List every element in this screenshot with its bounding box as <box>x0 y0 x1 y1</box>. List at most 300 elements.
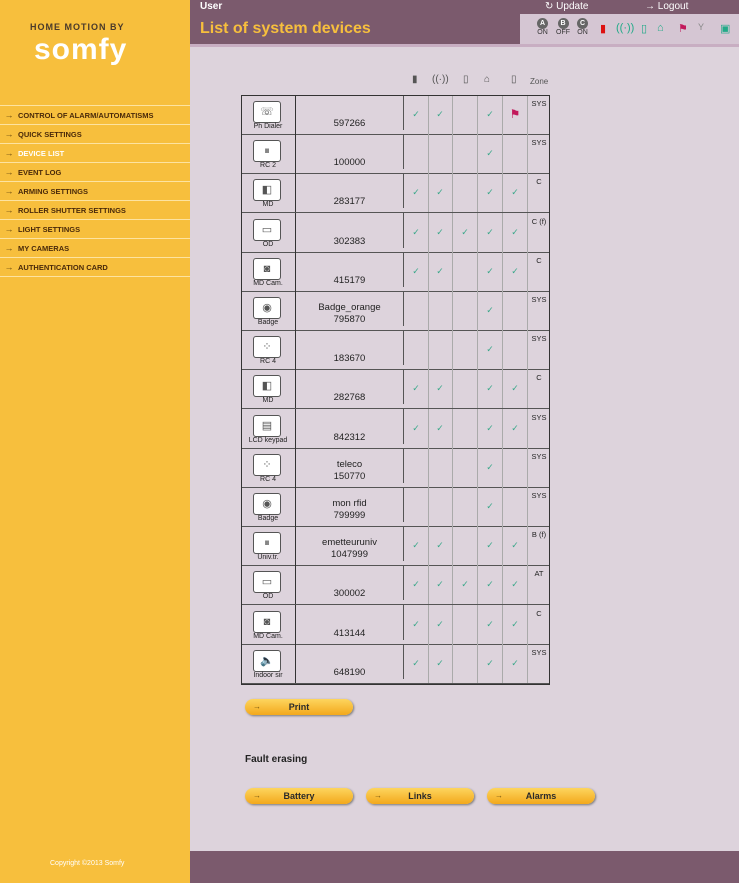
check-icon: ✓ <box>511 383 519 394</box>
device-label: emetteuruniv <box>322 537 377 549</box>
status-bar <box>520 14 739 47</box>
status-cell <box>453 252 478 291</box>
device-type-cell <box>241 291 296 330</box>
status-cell <box>428 487 453 526</box>
device-type-cell <box>241 369 296 408</box>
status-cell <box>428 369 453 408</box>
device-label: teleco <box>336 458 363 470</box>
check-icon: ✓ <box>511 618 519 629</box>
menu-item-label: MY CAMERAS <box>18 243 70 253</box>
tamper-icon: ▯ <box>641 23 648 35</box>
radio-column-icon: ((·)) <box>432 74 449 85</box>
check-icon: ✓ <box>412 226 420 237</box>
status-cell <box>478 565 503 604</box>
device-icon: ⁘ <box>253 336 281 358</box>
device-type: Badge <box>257 515 279 522</box>
device-label: Badge_orange <box>318 302 381 313</box>
menu-item-label: QUICK SETTINGS <box>18 129 82 139</box>
status-cell <box>453 448 478 487</box>
device-name-cell <box>296 330 404 365</box>
status-cell <box>453 291 478 330</box>
device-type-cell <box>241 487 296 526</box>
zone-a-state: ON <box>537 29 548 36</box>
zone-cell: B (f) <box>531 530 547 540</box>
device-type: MD Cam. <box>253 632 283 640</box>
device-name-cell <box>296 291 404 326</box>
device-row[interactable] <box>241 644 550 684</box>
menu-item-7[interactable] <box>0 239 190 258</box>
status-cell <box>478 173 503 212</box>
device-row[interactable] <box>241 252 550 292</box>
device-type: LCD keypad <box>248 436 288 444</box>
status-cell <box>453 565 478 604</box>
status-cell <box>428 448 453 487</box>
device-type: Indoor sir <box>253 671 283 679</box>
status-cell <box>453 213 478 252</box>
device-type-cell <box>241 213 296 252</box>
status-cell <box>503 487 528 526</box>
device-type: RC 4 <box>260 475 276 483</box>
device-name-cell <box>296 487 404 522</box>
check-icon: ✓ <box>511 540 519 551</box>
zone-cell: SYS <box>531 647 547 657</box>
check-icon: ✓ <box>486 579 494 590</box>
status-cell <box>404 605 429 644</box>
device-type-cell <box>241 448 296 487</box>
check-icon: ✓ <box>486 657 494 668</box>
menu-item-label: AUTHENTICATION CARD <box>18 262 108 272</box>
device-icon: 🔈 <box>253 650 281 672</box>
device-type-cell <box>241 134 296 173</box>
device-type-cell <box>241 526 296 565</box>
menu-item-3[interactable] <box>0 163 190 182</box>
status-cell <box>503 173 528 212</box>
check-icon: ✓ <box>511 187 519 198</box>
device-icon: ▭ <box>253 571 281 593</box>
flag-icon: ⚑ <box>678 23 688 35</box>
status-cell <box>503 565 528 604</box>
status-cell <box>478 134 503 173</box>
device-icon: ◉ <box>253 297 281 319</box>
status-cell <box>478 644 503 683</box>
page-title: List of system devices <box>200 20 371 37</box>
battery-column-icon: ▮ <box>412 74 418 85</box>
footer-bar <box>190 851 739 883</box>
arrow-icon: → <box>4 224 14 234</box>
print-button[interactable]: → Print <box>245 699 353 715</box>
device-id: 413144 <box>333 627 366 639</box>
menu-item-8[interactable] <box>0 258 190 277</box>
status-cell <box>404 134 429 173</box>
device-type: MD Cam. <box>253 279 283 287</box>
alarms-button[interactable]: → Alarms <box>487 788 595 804</box>
zone-cell: C (f) <box>531 216 547 226</box>
check-icon: ✓ <box>486 187 494 198</box>
check-icon: ✓ <box>486 344 494 355</box>
device-id: 283177 <box>333 196 366 208</box>
status-cell <box>428 409 453 448</box>
status-cell <box>428 213 453 252</box>
check-icon: ✓ <box>412 657 420 668</box>
device-id: 842312 <box>333 431 366 443</box>
check-icon: ✓ <box>412 383 420 394</box>
status-cell <box>503 134 528 173</box>
keypad-icon: ▣ <box>720 23 731 35</box>
zone-cell: SYS <box>531 412 547 422</box>
check-icon: ✓ <box>436 109 444 119</box>
status-cell <box>404 448 429 487</box>
device-icon: ◧ <box>253 375 281 397</box>
status-cell <box>478 330 503 369</box>
status-cell <box>478 487 503 526</box>
status-cell <box>453 409 478 448</box>
device-type-cell <box>241 644 296 683</box>
zone-cell: SYS <box>531 295 547 304</box>
status-cell <box>428 291 453 330</box>
check-icon: ✓ <box>461 226 469 237</box>
status-cell <box>428 644 453 683</box>
zone-c-letter: C <box>577 18 588 29</box>
menu-item-label: EVENT LOG <box>18 167 62 177</box>
menu-item-label: ROLLER SHUTTER SETTINGS <box>18 205 126 215</box>
check-icon: ✓ <box>486 422 494 433</box>
menu-item-0[interactable] <box>0 105 190 125</box>
zone-cell: C <box>536 255 542 265</box>
menu-item-6[interactable] <box>0 220 190 239</box>
check-icon: ✓ <box>511 226 519 237</box>
update-link[interactable]: ↻ Update <box>545 1 589 12</box>
menu-item-label: DEVICE LIST <box>18 148 65 158</box>
check-icon: ✓ <box>412 187 420 198</box>
status-cell <box>428 95 453 134</box>
device-type: RC 4 <box>260 358 276 366</box>
status-cell <box>503 95 528 134</box>
battery-icon: ▮ <box>600 23 607 35</box>
device-name-cell <box>296 173 404 208</box>
logout-link[interactable]: → Logout <box>645 1 689 12</box>
links-label: Links <box>408 791 432 801</box>
status-cell <box>404 213 429 252</box>
device-id: 302383 <box>333 235 366 247</box>
alarms-label: Alarms <box>525 791 557 801</box>
device-icon: ⏸ <box>253 532 281 554</box>
status-cell <box>478 526 503 565</box>
menu-item-4[interactable] <box>0 182 190 201</box>
arrow-icon: → <box>4 110 14 120</box>
update-label: Update <box>556 1 589 12</box>
battery-button[interactable]: → Battery <box>245 788 353 804</box>
device-icon: ▤ <box>253 415 281 437</box>
device-name-cell <box>296 134 404 169</box>
check-icon: ✓ <box>511 579 519 590</box>
status-cell <box>404 526 429 565</box>
device-row[interactable] <box>241 487 550 527</box>
device-type: Badge <box>257 319 279 326</box>
check-icon: ✓ <box>486 305 494 315</box>
status-cell <box>404 644 429 683</box>
status-cell <box>478 95 503 134</box>
arrow-icon: → <box>4 129 14 139</box>
device-row[interactable] <box>241 565 550 605</box>
device-icon: ◙ <box>253 611 281 633</box>
status-cell <box>503 213 528 252</box>
brand-tagline: HOME MOTION BY <box>30 22 125 32</box>
status-cell <box>453 526 478 565</box>
zone-cell: SYS <box>531 334 547 344</box>
device-label: mon rfid <box>332 498 367 509</box>
device-icon: ⁘ <box>253 454 281 476</box>
status-cell <box>453 644 478 683</box>
device-icon: ☏ <box>253 101 281 123</box>
device-row[interactable] <box>241 95 550 135</box>
device-name-cell <box>296 409 404 444</box>
zone-cell: SYS <box>531 451 547 461</box>
status-cell <box>404 369 429 408</box>
device-name-cell <box>296 644 404 679</box>
status-cell <box>503 448 528 487</box>
check-icon: ✓ <box>486 501 494 511</box>
status-cell <box>404 409 429 448</box>
device-row[interactable] <box>241 369 550 409</box>
arrow-icon: → <box>4 186 14 196</box>
device-row[interactable] <box>241 409 550 449</box>
zone-b-status <box>556 18 570 36</box>
status-cell <box>478 448 503 487</box>
check-icon: ✓ <box>511 657 519 668</box>
device-type-cell <box>241 95 296 134</box>
check-icon: ✓ <box>486 109 494 119</box>
device-row[interactable] <box>241 134 550 174</box>
device-row[interactable] <box>241 526 550 566</box>
zone-b-state: OFF <box>556 29 570 36</box>
tamper-column-icon: ▯ <box>463 74 469 85</box>
status-cell <box>478 409 503 448</box>
status-cell <box>428 330 453 369</box>
device-type: Ph Dialer <box>253 123 283 130</box>
check-icon: ✓ <box>412 540 420 551</box>
device-row[interactable] <box>241 213 550 253</box>
arrow-icon: → <box>4 262 14 272</box>
device-row[interactable] <box>241 448 550 488</box>
status-cell <box>503 605 528 644</box>
check-icon: ✓ <box>511 422 519 433</box>
status-cell <box>404 487 429 526</box>
home-column-icon: ⌂ <box>484 74 491 85</box>
check-icon: ✓ <box>436 657 444 668</box>
zone-cell: SYS <box>531 491 547 500</box>
device-type-cell <box>241 330 296 369</box>
device-type-cell <box>241 173 296 212</box>
fault-erasing-label: Fault erasing <box>245 754 308 765</box>
status-cell <box>453 173 478 212</box>
logout-label: Logout <box>657 1 689 12</box>
status-cell <box>478 291 503 330</box>
check-icon: ✓ <box>486 226 494 237</box>
zone-b-letter: B <box>558 18 569 29</box>
device-icon: ▭ <box>253 219 281 241</box>
status-cell <box>503 644 528 683</box>
status-cell <box>428 605 453 644</box>
status-cell <box>453 134 478 173</box>
device-name-cell <box>296 565 404 600</box>
device-type-cell <box>241 252 296 291</box>
check-icon: ✓ <box>412 618 420 629</box>
device-type: MD <box>262 397 274 405</box>
status-cell <box>404 565 429 604</box>
status-cell <box>503 409 528 448</box>
check-icon: ✓ <box>436 383 444 394</box>
menu-item-label: LIGHT SETTINGS <box>18 224 81 234</box>
arrow-icon: → <box>4 148 14 158</box>
device-id: 415179 <box>333 274 366 286</box>
status-cell <box>404 252 429 291</box>
device-id: 183670 <box>333 353 366 365</box>
arrow-icon: → <box>4 243 14 253</box>
device-name-cell <box>296 448 404 483</box>
status-cell <box>428 252 453 291</box>
status-cell <box>404 330 429 369</box>
menu-item-2[interactable] <box>0 144 190 163</box>
zone-cell: C <box>536 177 542 187</box>
check-icon: ✓ <box>511 265 519 276</box>
device-row[interactable] <box>241 173 550 213</box>
zone-cell: AT <box>534 569 544 579</box>
check-icon: ✓ <box>486 265 494 276</box>
status-cell <box>404 291 429 330</box>
device-type-cell <box>241 605 296 644</box>
device-id: 100000 <box>333 157 366 169</box>
device-row[interactable] <box>241 291 550 331</box>
status-cell <box>453 369 478 408</box>
status-cell <box>503 526 528 565</box>
zone-cell: SYS <box>531 138 547 148</box>
device-icon: ◉ <box>253 493 281 515</box>
status-cell <box>428 134 453 173</box>
status-cell <box>404 173 429 212</box>
device-type: MD <box>262 201 274 209</box>
print-label: Print <box>288 702 310 712</box>
check-icon: ✓ <box>461 579 469 590</box>
zone-cell: C <box>536 373 542 383</box>
battery-label: Battery <box>283 791 315 801</box>
device-type-cell <box>241 565 296 604</box>
device-icon: ⏸ <box>253 140 281 162</box>
flag-icon: ⚑ <box>509 107 521 121</box>
somfy-logo: somfy <box>34 33 128 66</box>
check-icon: ✓ <box>436 187 444 198</box>
device-row[interactable] <box>241 330 550 370</box>
home-icon: ⌂ <box>657 22 664 34</box>
device-name-cell <box>296 252 404 287</box>
device-type: OD <box>262 593 274 601</box>
device-row[interactable] <box>241 605 550 645</box>
door-column-icon: ▯ <box>511 74 517 85</box>
device-name-cell <box>296 526 404 561</box>
status-cell <box>503 291 528 330</box>
zone-c-status <box>577 18 588 36</box>
device-icon: ◧ <box>253 179 281 201</box>
device-id: 1047999 <box>331 549 368 561</box>
status-cell <box>453 330 478 369</box>
check-icon: ✓ <box>412 109 420 119</box>
radio-icon: ((·)) <box>616 22 635 34</box>
links-button[interactable]: → Links <box>366 788 474 804</box>
arrow-icon: → <box>4 167 14 177</box>
check-icon: ✓ <box>486 461 494 472</box>
device-icon: ◙ <box>253 258 281 280</box>
status-cell <box>453 95 478 134</box>
check-icon: ✓ <box>436 422 444 433</box>
status-cell <box>428 565 453 604</box>
device-type: Univ.tr. <box>257 554 279 562</box>
status-cell <box>453 487 478 526</box>
device-id: 648190 <box>333 666 366 678</box>
check-icon: ✓ <box>486 540 494 551</box>
menu-item-label: CONTROL OF ALARM/AUTOMATISMS <box>18 110 154 120</box>
device-type: RC 2 <box>260 162 276 170</box>
menu-item-5[interactable] <box>0 201 190 220</box>
menu-item-label: ARMING SETTINGS <box>18 186 89 196</box>
status-cell <box>478 369 503 408</box>
status-cell <box>453 605 478 644</box>
device-name-cell <box>296 95 404 130</box>
device-id: 799999 <box>333 510 366 521</box>
status-cell <box>478 605 503 644</box>
zone-cell: C <box>536 608 542 618</box>
check-icon: ✓ <box>486 618 494 629</box>
menu-item-1[interactable] <box>0 125 190 144</box>
device-name-cell <box>296 369 404 404</box>
zone-column-header: Zone <box>530 77 549 86</box>
copyright: Copyright ©2013 Somfy <box>50 860 125 867</box>
device-id: 282768 <box>333 392 366 404</box>
check-icon: ✓ <box>412 265 420 276</box>
check-icon: ✓ <box>436 579 444 590</box>
device-type: OD <box>262 240 274 248</box>
device-name-cell <box>296 605 404 640</box>
status-cell <box>478 252 503 291</box>
check-icon: ✓ <box>436 618 444 629</box>
device-name-cell <box>296 213 404 248</box>
device-id: 150770 <box>333 470 366 482</box>
device-id: 597266 <box>333 118 366 129</box>
sidebar <box>0 0 190 883</box>
status-cell <box>428 526 453 565</box>
status-cell <box>428 173 453 212</box>
user-label: User <box>200 1 223 12</box>
status-cell <box>503 252 528 291</box>
device-type-cell <box>241 409 296 448</box>
arrow-icon: → <box>4 205 14 215</box>
check-icon: ✓ <box>486 383 494 394</box>
zone-a-letter: A <box>537 18 548 29</box>
zone-a-status <box>537 18 548 36</box>
device-id: 300002 <box>333 588 366 600</box>
zone-c-state: ON <box>577 29 588 36</box>
check-icon: ✓ <box>436 540 444 551</box>
check-icon: ✓ <box>436 226 444 237</box>
status-cell <box>404 95 429 134</box>
status-cell <box>478 213 503 252</box>
status-cell <box>503 330 528 369</box>
check-icon: ✓ <box>436 265 444 276</box>
check-icon: ✓ <box>412 422 420 433</box>
main-menu <box>0 105 190 277</box>
title-bar <box>190 14 520 47</box>
zone-cell: SYS <box>531 99 547 108</box>
device-id: 795870 <box>333 314 366 325</box>
top-bar <box>190 0 739 14</box>
